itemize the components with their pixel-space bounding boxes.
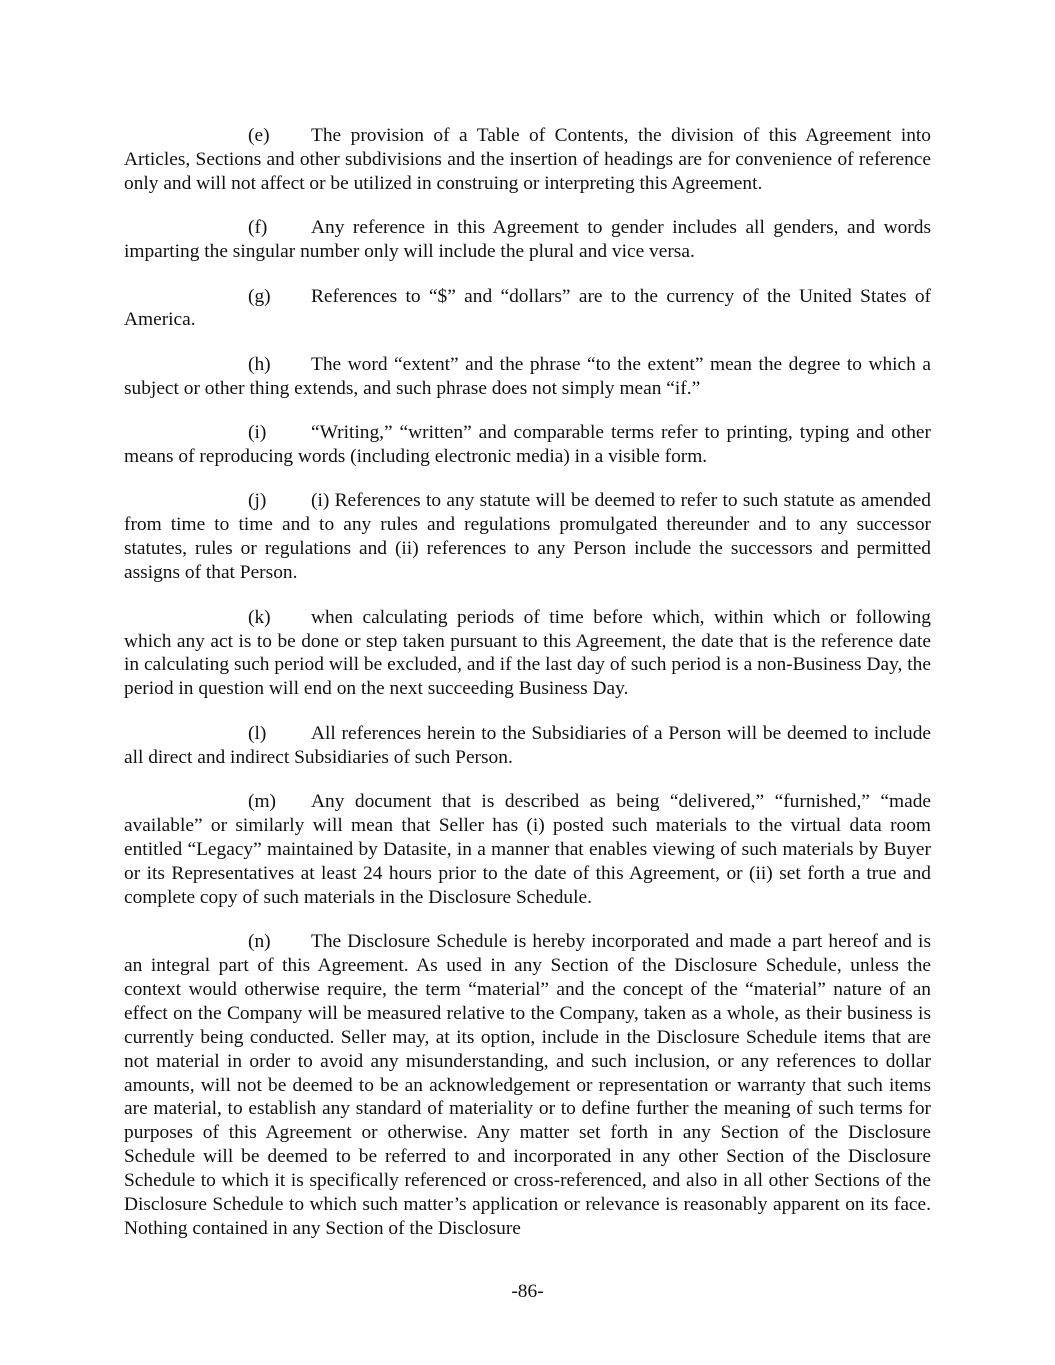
paragraph-f [124, 216, 931, 264]
paragraph-text: “Writing,” “written” and comparable terms refer to printing, typing and other means of reproducing words (including electronic media) in a visible form. [124, 422, 931, 468]
paragraph-text: Any reference in this Agreement to gender includes all genders, and words imparting the singular number only will include the plural and vice versa. [124, 217, 931, 263]
paragraph-label: (f) [248, 217, 268, 239]
paragraph-label: (g) [248, 285, 271, 307]
paragraph-text: The Disclosure Schedule is hereby incorporated and made a part hereof and is an integral part of this Agreement. As used in any Section of the Disclosure Schedule, unless the context would otherwise require, the term “material” and the concept of the “material” nature of an effect on the Company will be measured relative to the Company, taken as a whole, as their business is currently being conducted. Seller may, at its option, include in the Disclosure Schedule items that are not material in order to avoid any misunderstanding, and such inclusion, or any references to dollar amounts, will not be deemed to be an acknowledgement or representation or warranty that such items are material, to establish any standard of materiality or to define further the meaning of such terms for purposes of this Agreement or otherwise. Any matter set forth in any Section of the Disclosure Schedule will be deemed to be referred to and incorporated in any other Section of the Disclosure Schedule to which it is specifically referenced or cross-referenced, and also in all other Sections of the Disclosure Schedule to which such matter’s application or relevance is reasonably apparent on its face. Nothing contained in any Section of the Disclosure [124, 931, 931, 1239]
document-body [124, 124, 931, 1261]
paragraph-text: (i) References to any statute will be deemed to refer to such statute as amended from time to time and to any rules and regulations promulgated thereunder and to any successor statutes, rules or regulations and (ii) references to any Person include the successors and permitted assigns of that Person. [124, 490, 931, 584]
paragraph-m [124, 790, 931, 910]
paragraph-j [124, 489, 931, 585]
paragraph-g [124, 285, 931, 333]
paragraph-label: (m) [248, 791, 276, 813]
paragraph-label: (j) [248, 490, 267, 512]
paragraph-text: Any document that is described as being “delivered,” “furnished,” “made available” or similarly will mean that Seller has (i) posted such materials to the virtual data room entitled “Legacy” maintained by Datasite, in a manner that enables viewing of such materials by Buyer or its Representatives at least 24 hours prior to the date of this Agreement, or (ii) set forth a true and complete copy of such materials in the Disclosure Schedule. [124, 791, 931, 908]
paragraph-e [124, 124, 931, 196]
paragraph-l [124, 722, 931, 770]
paragraph-h [124, 353, 931, 401]
paragraph-n [124, 930, 931, 1241]
paragraph-k [124, 606, 931, 702]
paragraph-text: The provision of a Table of Contents, the division of this Agreement into Articles, Sections and other subdivisions and the insertion of headings are for convenience of reference only and will not affect or be utilized in construing or interpreting this Agreement. [124, 125, 931, 194]
page-number: -86- [511, 1281, 544, 1302]
paragraph-i [124, 421, 931, 469]
paragraph-text: References to “$” and “dollars” are to the currency of the United States of America. [124, 285, 931, 331]
paragraph-label: (h) [248, 353, 271, 375]
paragraph-label: (k) [248, 606, 271, 628]
paragraph-text: The word “extent” and the phrase “to the extent” mean the degree to which a subject or other thing extends, and such phrase does not simply mean “if.” [124, 353, 931, 399]
paragraph-label: (e) [248, 125, 270, 146]
paragraph-label: (i) [248, 422, 267, 444]
paragraph-text: All references herein to the Subsidiaries of a Person will be deemed to include all direct and indirect Subsidiaries of such Person. [124, 722, 931, 768]
paragraph-text: when calculating periods of time before which, within which or following which any act is to be done or step taken pursuant to this Agreement, the date that is the reference date in calculating such period will be excluded, and if the last day of such period is a non-Business Day, the period in question will end on the next succeeding Business Day. [124, 606, 931, 700]
paragraph-label: (n) [248, 931, 271, 953]
paragraph-label: (l) [248, 722, 267, 744]
